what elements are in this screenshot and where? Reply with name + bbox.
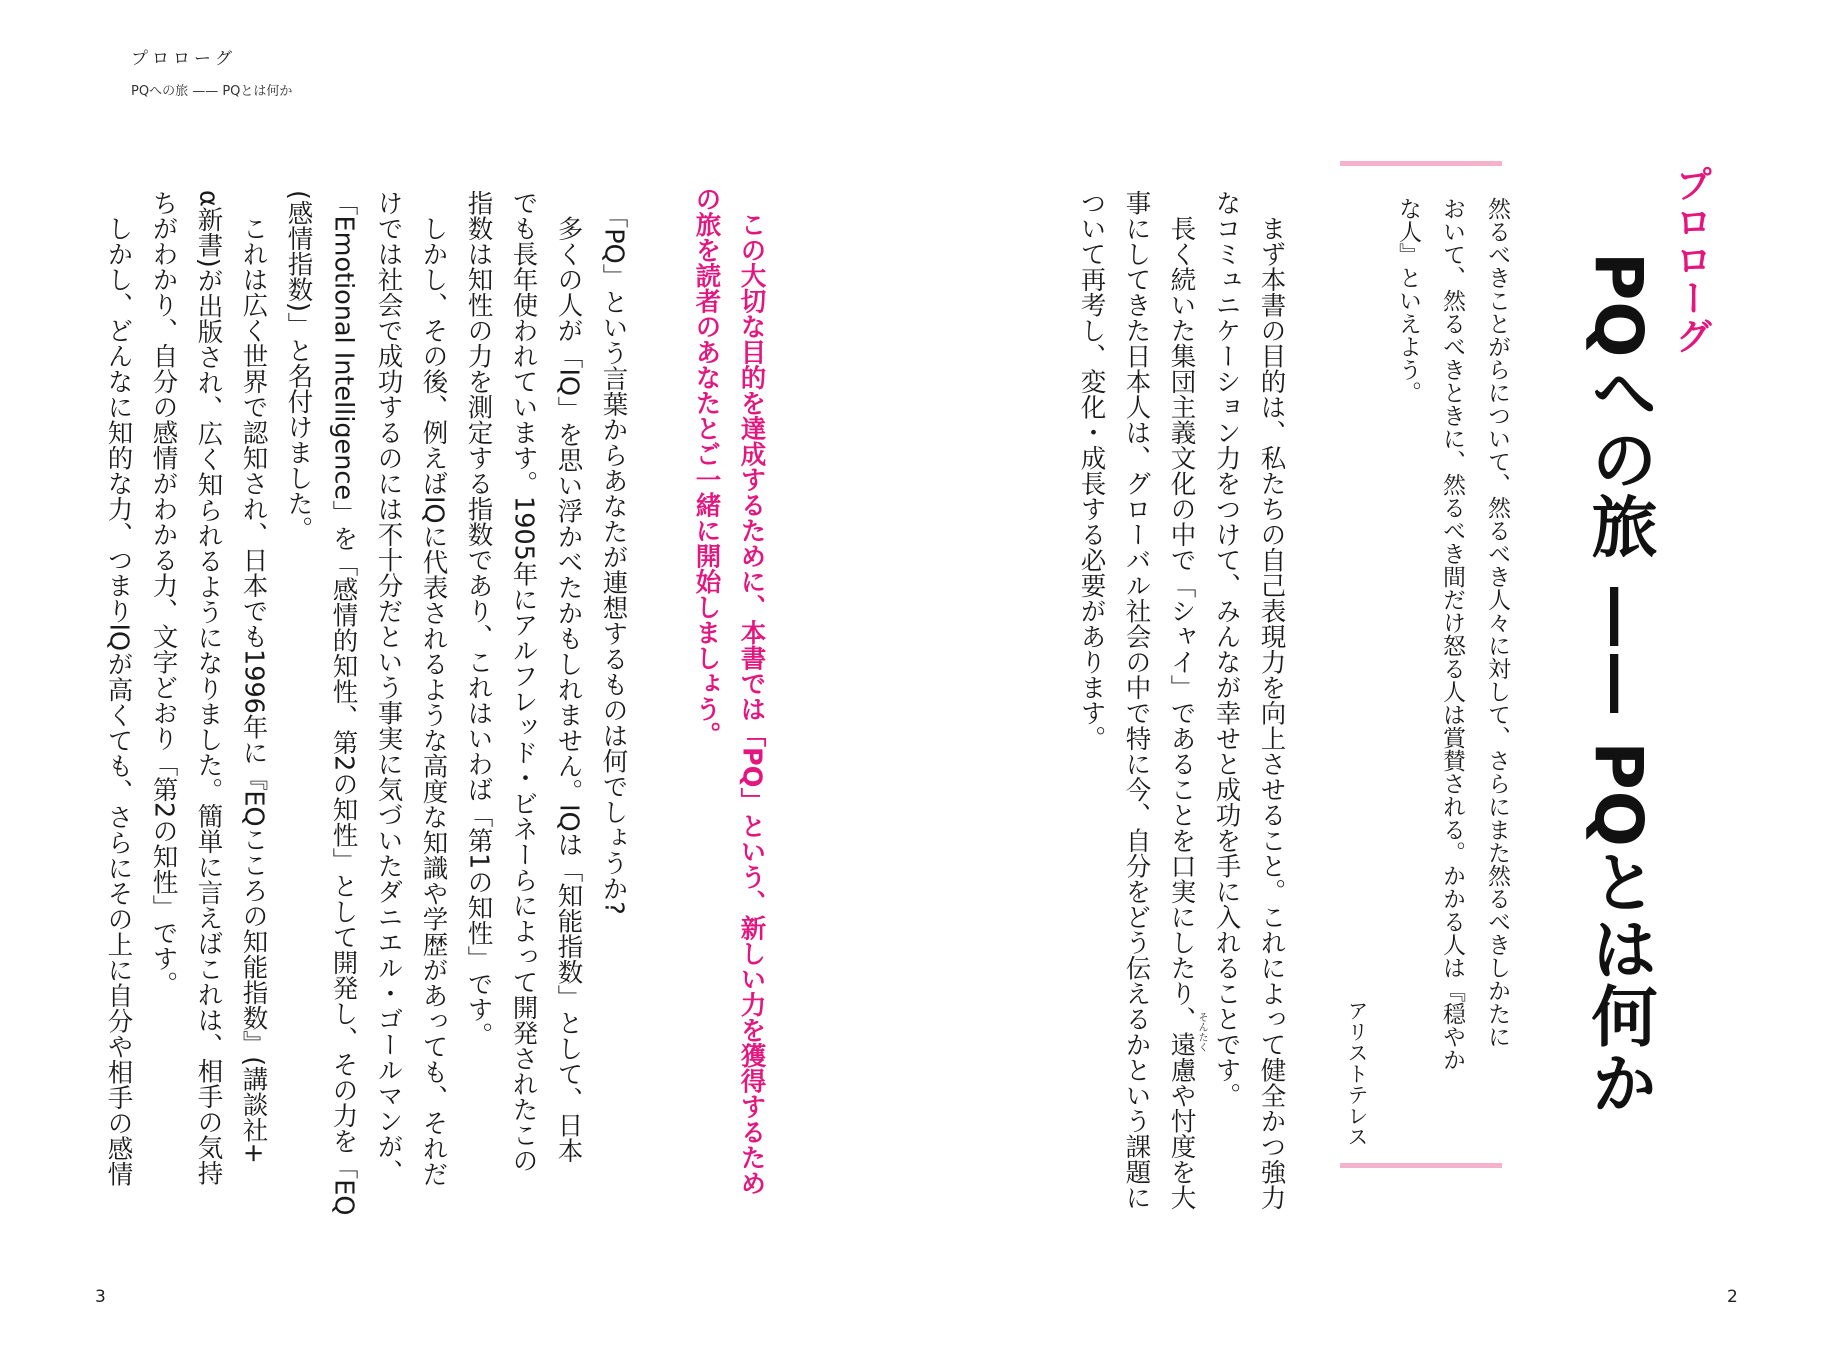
epigraph-line-1: 然るべきことがらについて、然るべき人々に対して、さらにまた然るべきしかたに [1484, 197, 1510, 1048]
chapter-kicker: プロローグ [1669, 165, 1712, 355]
body-line-right-2: なコミュニケーション力をつけて、みんなが幸せと成功を手に入れることです。 [1211, 190, 1242, 1108]
body-line-left-2: 多くの人が「IQ」を思い浮かべたかもしれません。IQは「知能指数」として、日本 [553, 190, 584, 1164]
page-number-right: 2 [1727, 1287, 1738, 1307]
body-line-left-8: (感情指数)」と名付けました。 [283, 190, 314, 542]
body-line-left-11: ちがわかり、自分の感情がわかる力、文字どおり「第2の知性」です。 [148, 190, 179, 997]
body-line-left-10: α新書)が出版され、広く知られるようになりました。簡単に言えばこれは、相手の気持 [193, 190, 224, 1186]
epigraph-line-3: な人』といえよう。 [1395, 197, 1421, 404]
emphasis-line-2: の旅を読者のあなたとご一緒に開始しましょう。 [691, 186, 722, 747]
epigraph-bottom-rule [1340, 1163, 1502, 1168]
body-line-left-12: しかし、どんなに知的な力、つまりIQが高くても、さらにその上に自分や相手の感情 [103, 190, 134, 1187]
body-line-right-4: 事にしてきた日本人は、グローバル社会の中で特に今、自分をどう伝えるかという課題に [1121, 190, 1152, 1210]
body-line-right-3: 長く続いた集団主義文化の中で「シャイ」であることを口実にしたり、遠慮や忖度を大 [1166, 190, 1197, 1210]
body-line-left-1: 「PQ」という言葉からあなたが連想するものは何でしょうか? [598, 190, 629, 915]
body-line-left-4: 指数は知性の力を測定する指数であり、これはいわば「第1の知性」です。 [463, 190, 494, 1048]
page-number-left: 3 [95, 1287, 106, 1307]
body-line-right-5: ついて再考し、変化・成長する必要があります。 [1076, 190, 1107, 751]
body-line-left-6: けでは社会で成功するのには不十分だという事実に気づいたダニエル・ゴールマンが、 [373, 190, 404, 1185]
body-line-left-3: でも長年使われています。1905年にアルフレッド・ビネーらによって開発されたこの [508, 190, 539, 1173]
running-head: プロローグ [131, 49, 236, 69]
epigraph-author: アリストテレス [1345, 1000, 1369, 1147]
running-subtitle: PQへの旅 —— PQとは何か [131, 84, 293, 99]
furigana: そんたく [1196, 1012, 1207, 1052]
body-line-left-9: これは広く世界で認知され、日本でも1996年に『EQこころの知能指数』(講談社+ [238, 190, 269, 1164]
emphasis-line-1: この大切な目的を達成するために、本書では「PQ」という、新しい力を獲得するため [736, 186, 767, 1196]
body-line-left-7: 「Emotional Intelligence」を「感情的知性、第2の知性」として開発し、その力を「EQ [328, 190, 359, 1216]
epigraph-top-rule [1340, 161, 1502, 166]
chapter-title: PQへの旅 —— PQとは何か [1580, 252, 1657, 1116]
body-line-left-5: しかし、その後、例えばIQに代表されるような高度な知識や学歴があっても、それだ [418, 190, 449, 1187]
body-line-right-1: まず本書の目的は、私たちの自己表現力を向上させること。これによって健全かつ強力 [1256, 190, 1287, 1210]
epigraph-line-2: おいて、然るべきときに、然るべき間だけ怒る人は賞賛される。かかる人は『穏やか [1439, 197, 1465, 1071]
